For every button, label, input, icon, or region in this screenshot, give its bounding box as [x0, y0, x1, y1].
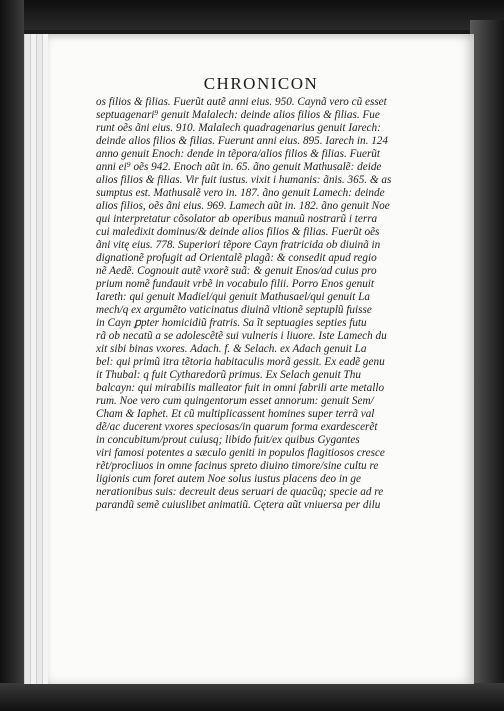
- text-line: anno genuit Enoch: dende in tẽpora/alios filios & filias. Fuerũt: [96, 148, 381, 160]
- text-line: nẽ Aedẽ. Cognouit autẽ vxorẽ suã: & genuit Enos/ad cuius pro: [96, 265, 377, 277]
- text-line: ãni vitę eius. 778. Superiori tẽpore Cayn fratricida ob diuinã in: [96, 239, 381, 251]
- text-line: in concubitum/prout cuiusq; libido fuit/ex quibus Gygantes: [96, 434, 360, 446]
- text-line: prium nomẽ fundauit vrbẽ in vocabulo filii. Porro Enos genuit: [96, 278, 375, 290]
- text-line: in Cayn ꝑpter homicidiũ fratris. Sa ĩt septuagies septies futu: [96, 317, 367, 329]
- text-line: it Thubal: q fuit Cytharedorũ primus. Ex Selach genuit Thu: [96, 369, 361, 381]
- text-line: xit sibi binas vxores. Adach. f. & Selach. ex Adach genuit La: [96, 343, 367, 355]
- text-line: dẽ/ac ducerent vxores speciosas/in quarum forma exardescerẽt: [96, 421, 378, 433]
- text-line: nerationibus suis: decreuit deus seruari de quacũq; specie ad re: [96, 486, 384, 498]
- text-line: viri famosi potentes a sæculo geniti in populos flagitiosos cresce: [96, 447, 385, 459]
- text-line: septuagenari⁹ genuit Malalech: deinde alios filios & filias. Fue: [96, 109, 380, 121]
- text-line: alios filios & filias. Vir fuit iustus. vixit i humanis: ãnis. 365. & as: [96, 174, 392, 186]
- text-line: bel: qui primũ itra tẽtoria habitaculis morã gessit. Ex eadẽ genu: [96, 356, 385, 368]
- book-cover-top: [0, 0, 504, 30]
- text-line: dignationẽ profugit ad Orientalẽ plagã: & consedit apud regio: [96, 252, 377, 264]
- book-cover-left: [0, 0, 24, 711]
- text-line: cui maledixit dominus/& deinde alios filios & filias. Fuerũt oẽs: [96, 226, 380, 238]
- text-line: runt oẽs ãni eius. 910. Malalech quadragenarius genuit Iarech:: [96, 122, 381, 134]
- text-line: mech/q ex argumẽto vaticinatus diuinã vltionẽ septuplũ fuisse: [96, 304, 372, 316]
- book-cover-bottom: [0, 683, 504, 711]
- text-line: rã ob necatũ a se adolescẽtẽ sui vulneris i liuore. Iste Lamech du: [96, 330, 387, 342]
- text-line: balcayn: qui mirabilis malleator fuit in omni fabrili arte metallo: [96, 382, 385, 394]
- text-line: os filios & filias. Fuerũt autẽ anni eius. 950. Caynã vero cũ esset: [96, 96, 387, 108]
- book-gutter: [470, 20, 504, 700]
- text-line: Iareth: qui genuit Madiel/qui genuit Mathusael/qui genuit La: [96, 291, 370, 303]
- text-line: alios filios, oẽs ãni eius. 969. Lamech aũt in. 182. ãno genuit Noe: [96, 200, 390, 212]
- text-line: sumptus est. Mathusalẽ vero in. 187. ãno genuit Lamech: deinde: [96, 187, 385, 199]
- text-line: rẽt/procliuos in omne facinus spreto diuino timore/sine cultu re: [96, 460, 379, 472]
- text-line: ligionis cum foret autem Noe solus iustus placens deo in ge: [96, 473, 361, 485]
- text-line: parandũ semẽ cuiuslibet animatiũ. Cętera aũt vniuersa per dilu: [96, 499, 381, 511]
- text-line: rum. Noe vero cum quingentorum esset annorum: genuit Sem/: [96, 395, 374, 407]
- text-line: Cham & Iaphet. Et cũ multiplicassent homines super terrã val: [96, 408, 375, 420]
- running-title: CHRONICON: [203, 74, 319, 93]
- text-line: deinde alios filios & filias. Fuerunt anni eius. 895. Iarech in. 124: [96, 135, 388, 147]
- text-line: qui interpretatur cõsolator ab operibus manuũ nostrarũ i terra: [96, 213, 378, 225]
- text-line: anni ei⁹ oẽs 942. Enoch aũt in. 65. ãno genuit Mathusalẽ: deide: [96, 161, 382, 173]
